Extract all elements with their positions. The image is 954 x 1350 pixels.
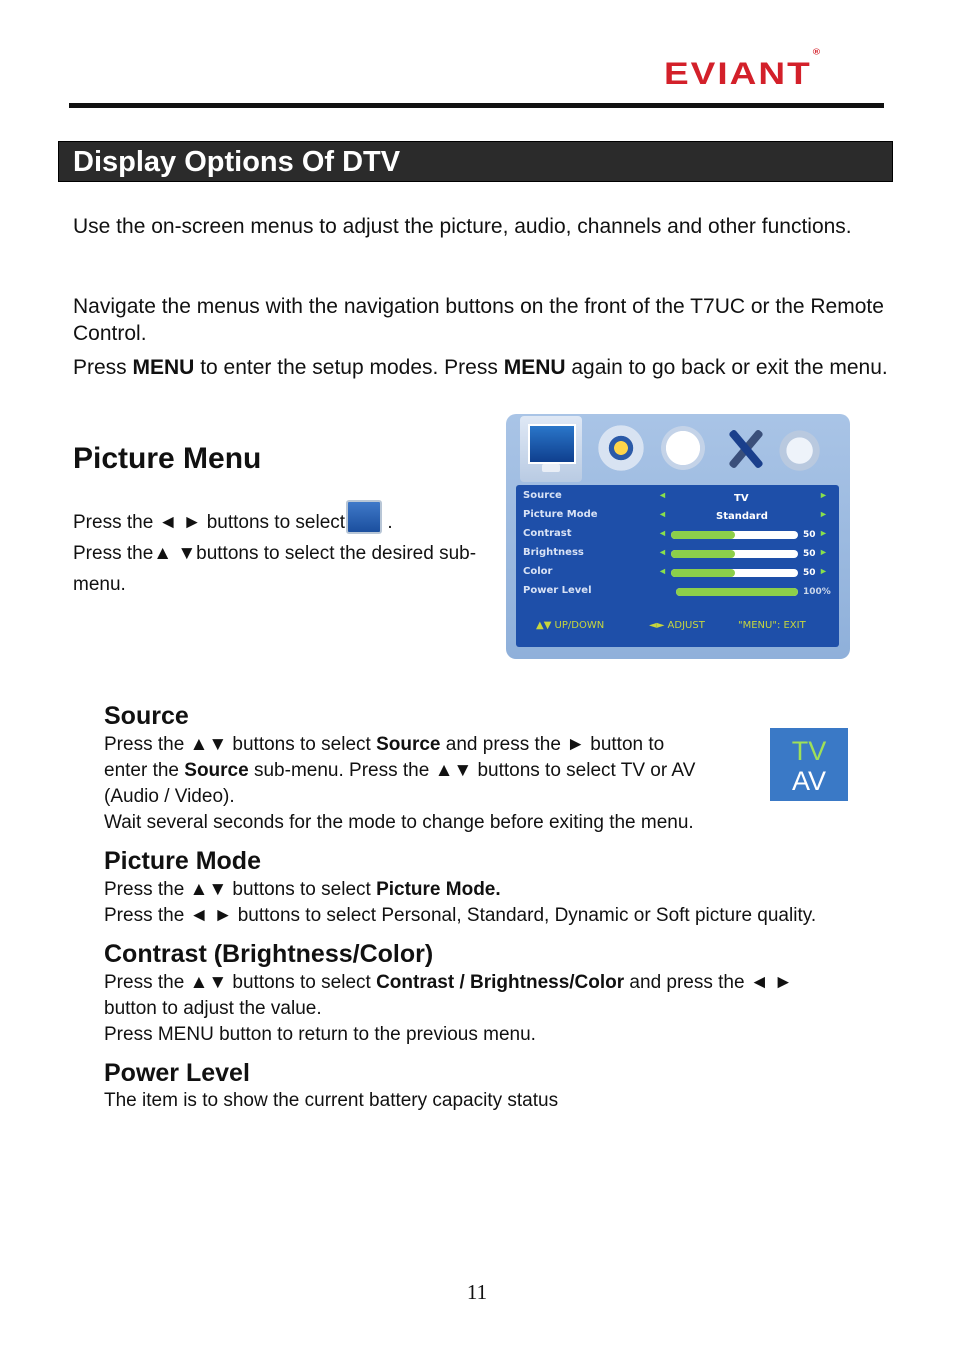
power-level-line-1: The item is to show the current battery capacity status — [104, 1090, 559, 1111]
slider-value: 50 — [803, 549, 816, 559]
tv-label: TV — [791, 736, 827, 766]
picture-menu-line-2: Press the▲ ▼buttons to select the desired sub-menu. — [73, 543, 477, 595]
picture-menu-title: Picture Menu — [73, 442, 262, 475]
osd-panel — [516, 485, 839, 647]
slider-fill — [671, 531, 735, 539]
osd-row-value: TV — [734, 493, 749, 504]
osd-row-label: Brightness — [523, 547, 584, 558]
left-arrow-icon: ◄ — [658, 547, 667, 557]
clock-tab-icon — [656, 422, 710, 474]
osd-footer-adjust: ◄► ADJUST — [649, 620, 705, 631]
osd-row-label: Color — [523, 566, 553, 577]
tv-av-badge — [770, 728, 848, 801]
osd-row-value: Standard — [716, 511, 768, 522]
source-line-2: enter the Source sub-menu. Press the ▲▼ buttons to select TV or AV — [104, 760, 696, 781]
slider-fill — [676, 588, 798, 596]
section-banner — [58, 141, 893, 182]
av-label: AV — [791, 766, 826, 796]
contrast-line-3: Press MENU button to return to the previous menu. — [104, 1024, 536, 1045]
osd-row-label: Contrast — [523, 528, 572, 539]
picture-tab-icon — [520, 416, 582, 482]
power-level-title: Power Level — [104, 1059, 250, 1087]
slider-fill — [671, 550, 735, 558]
right-arrow-icon: ► — [819, 547, 828, 557]
osd-row-label: Power Level — [523, 585, 592, 596]
osd-menu-screenshot — [506, 414, 850, 659]
left-arrow-icon: ◄ — [658, 490, 667, 500]
right-arrow-icon: ► — [819, 509, 828, 519]
contrast-line-2: button to adjust the value. — [104, 998, 322, 1019]
slider-value: 50 — [803, 530, 816, 540]
osd-row-label: Picture Mode — [523, 509, 598, 520]
picture-menu-line-1: Press the ◄ ► buttons to select . — [73, 500, 393, 536]
slider-value: 50 — [803, 568, 816, 578]
settings-tools-icon — [718, 422, 772, 474]
left-arrow-icon: ◄ — [658, 566, 667, 576]
right-arrow-icon: ► — [819, 490, 828, 500]
osd-footer-updown: ▲▼ UP/DOWN — [536, 620, 605, 631]
left-arrow-icon: ◄ — [658, 528, 667, 538]
picture-mode-line-2: Press the ◄ ► buttons to select Personal, Standard, Dynamic or Soft picture quality. — [104, 905, 817, 926]
brand-logo: EVIANT® — [664, 47, 823, 91]
right-arrow-icon: ► — [819, 528, 828, 538]
contrast-title: Contrast (Brightness/Color) — [104, 940, 434, 968]
source-title: Source — [104, 702, 189, 730]
contrast-slider — [671, 531, 798, 539]
intro-paragraph-1: Use the on-screen menus to adjust the picture, audio, channels and other functions. — [73, 215, 852, 238]
contrast-line-1: Press the ▲▼ buttons to select Contrast / Brightness/Color and press the ◄ ► — [104, 972, 793, 993]
power-level-value: 100% — [803, 587, 831, 597]
satellite-tab-icon — [778, 422, 832, 474]
picture-mode-title: Picture Mode — [104, 847, 261, 875]
header-rule — [69, 103, 884, 108]
source-line-1: Press the ▲▼ buttons to select Source and press the ► button to — [104, 734, 665, 755]
banner-title: Display Options Of DTV — [73, 146, 401, 178]
source-line-3: (Audio / Video). — [104, 786, 235, 807]
picture-mode-line-1: Press the ▲▼ buttons to select Picture Mode. — [104, 879, 501, 900]
picture-icon — [346, 500, 382, 534]
osd-row-label: Source — [523, 490, 562, 501]
audio-tab-icon — [594, 422, 648, 474]
intro-paragraph-2: Navigate the menus with the navigation buttons on the front of the T7UC or the Remote Control. — [73, 295, 884, 345]
source-line-4: Wait several seconds for the mode to change before exiting the menu. — [104, 812, 694, 833]
left-arrow-icon: ◄ — [658, 509, 667, 519]
intro-paragraph-3: Press MENU to enter the setup modes. Press MENU again to go back or exit the menu. — [73, 356, 888, 379]
brightness-slider — [671, 550, 798, 558]
right-arrow-icon: ► — [819, 566, 828, 576]
slider-fill — [671, 569, 735, 577]
osd-footer-exit: "MENU": EXIT — [738, 620, 806, 631]
color-slider — [671, 569, 798, 577]
page-number: 11 — [466, 1280, 488, 1304]
power-level-bar — [676, 588, 798, 596]
